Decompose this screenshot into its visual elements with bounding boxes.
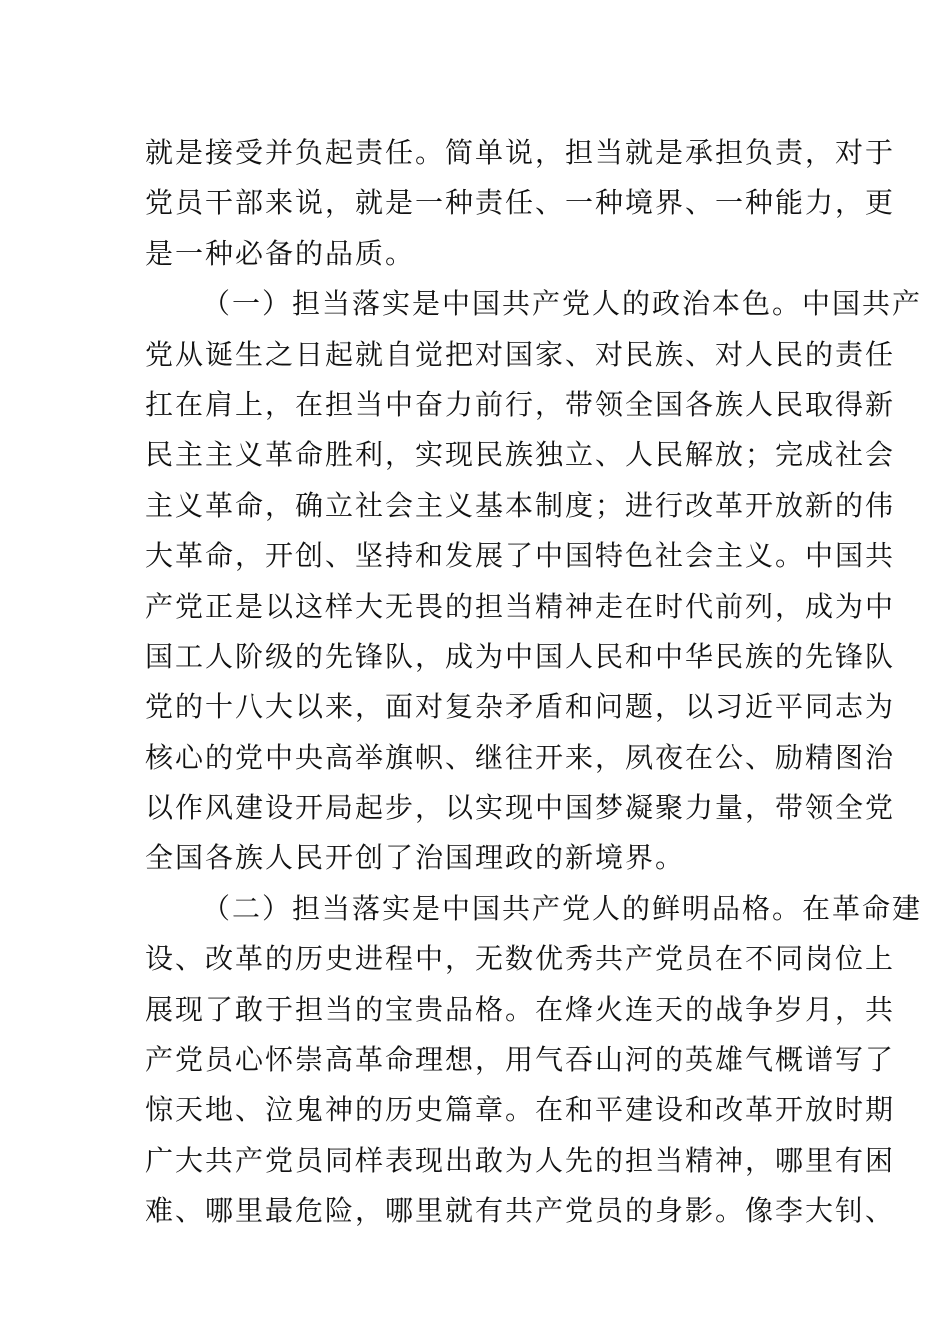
text-line: 难、哪里最危险，哪里就有共产党员的身影。像李大钊、 (145, 1194, 896, 1228)
text-line: 产党正是以这样大无畏的担当精神走在时代前列，成为中 (145, 589, 896, 623)
text-line: 产党员心怀崇高革命理想，用气吞山河的英雄气概谱写了 (145, 1043, 896, 1077)
text-line: 党从诞生之日起就自觉把对国家、对民族、对人民的责任 (145, 337, 896, 371)
text-line: 扛在肩上，在担当中奋力前行，带领全国各族人民取得新 (145, 387, 896, 421)
text-line: 党员干部来说，就是一种责任、一种境界、一种能力，更 (145, 186, 896, 220)
text-line: 是一种必备的品质。 (145, 236, 416, 270)
text-line: 党的十八大以来，面对复杂矛盾和问题，以习近平同志为 (145, 690, 896, 724)
text-line: 广大共产党员同样表现出敢为人先的担当精神，哪里有困 (145, 1143, 896, 1177)
text-line: 惊天地、泣鬼神的历史篇章。在和平建设和改革开放时期 (145, 1093, 896, 1127)
text-line: 全国各族人民开创了治国理政的新境界。 (145, 841, 686, 875)
section-heading-line: （一）担当落实是中国共产党人的政治本色。中国共产 (202, 287, 923, 321)
section-heading-line: （二）担当落实是中国共产党人的鲜明品格。在革命建 (202, 891, 923, 925)
text-line: 民主主义革命胜利，实现民族独立、人民解放；完成社会 (145, 438, 896, 472)
text-line: 以作风建设开局起步，以实现中国梦凝聚力量，带领全党 (145, 791, 896, 825)
text-line: 设、改革的历史进程中，无数优秀共产党员在不同岗位上 (145, 942, 896, 976)
text-line: 核心的党中央高举旗帜、继往开来，夙夜在公、励精图治 (145, 740, 896, 774)
text-line: 主义革命，确立社会主义基本制度；进行改革开放新的伟 (145, 488, 896, 522)
text-line: 大革命，开创、坚持和发展了中国特色社会主义。中国共 (145, 539, 896, 573)
text-line: 展现了敢于担当的宝贵品格。在烽火连天的战争岁月，共 (145, 992, 896, 1026)
text-line: 国工人阶级的先锋队，成为中国人民和中华民族的先锋队 (145, 639, 896, 673)
text-line: 就是接受并负起责任。简单说，担当就是承担负责，对于 (145, 136, 896, 169)
body-text (145, 128, 923, 1237)
